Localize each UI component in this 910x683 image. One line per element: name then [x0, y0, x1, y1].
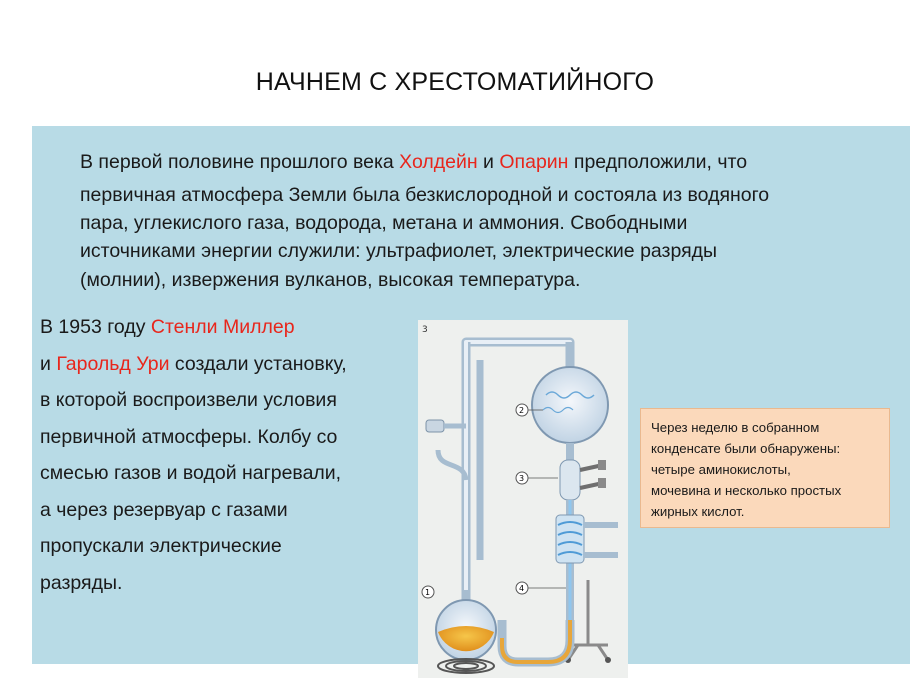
intro-line-5: (молнии), извержения вулканов, высокая температура.	[80, 269, 581, 291]
experiment-line-1	[40, 309, 420, 346]
experiment-line-8: разряды.	[40, 571, 123, 594]
note-line-5: жирных кислот.	[651, 504, 745, 519]
label-4: 4	[519, 584, 525, 593]
intro-line-4: источниками энергии служили: ультрафиолет, электрические разряды	[80, 240, 718, 262]
name-miller: Стенли Миллер	[150, 316, 295, 338]
experiment-line-2	[40, 346, 420, 383]
intro-line-2: первичная атмосфера Земли была безкислородной и состояла из водяного	[80, 184, 770, 206]
intro-paragraph	[80, 146, 880, 297]
label-3: 3	[519, 474, 525, 483]
experiment-line-5: смесью газов и водой нагревали,	[40, 462, 342, 484]
miller-urey-apparatus-figure	[418, 320, 628, 678]
electrode-clamp	[598, 460, 606, 470]
experiment-paragraph	[40, 309, 420, 601]
experiment-line-7: пропускали электрические	[40, 535, 282, 557]
figure-number: 3	[422, 325, 428, 335]
intro-line-1	[80, 146, 880, 179]
name-urey: Гарольд Ури	[56, 352, 170, 375]
gas-flask	[532, 367, 608, 443]
experiment-line-3: в которой воспроизвели условия	[40, 389, 337, 411]
apparatus-illustration	[418, 320, 628, 678]
experiment-text: создали установку,	[169, 352, 347, 375]
u-trap	[502, 620, 570, 662]
name-oparin: Опарин	[499, 151, 569, 173]
heater-coil	[454, 663, 478, 669]
intro-text: и	[477, 151, 500, 173]
slide-title: НАЧНЕМ С ХРЕСТОМАТИЙНОГО	[255, 68, 655, 96]
name-haldane: Холдейн	[399, 151, 478, 173]
label-2: 2	[519, 406, 525, 415]
note-line-4: мочевина и несколько простых	[651, 483, 842, 498]
intro-text: В первой половине прошлого века	[80, 151, 400, 173]
result-note	[640, 408, 890, 528]
left-tap	[426, 420, 444, 432]
experiment-text: В 1953 году	[40, 316, 151, 338]
note-line-1: Через неделю в собранном	[651, 420, 820, 435]
experiment-line-6: а через резервуар с газами	[40, 498, 288, 521]
water-ports	[584, 525, 618, 555]
electrode-chamber	[560, 460, 580, 500]
note-line-3: четыре аминокислоты,	[651, 462, 791, 477]
experiment-line-4: первичной атмосферы. Колбу со	[40, 425, 338, 448]
intro-line-3: пара, углекислого газа, водорода, метана и аммония. Свободными	[80, 212, 688, 234]
experiment-text: и	[40, 352, 57, 375]
note-line-2: конденсате были обнаружены:	[651, 441, 841, 456]
stand-foot	[605, 657, 611, 663]
label-1: 1	[425, 588, 431, 597]
intro-text: предположили, что	[568, 151, 748, 173]
electrode-clamp	[598, 478, 606, 488]
